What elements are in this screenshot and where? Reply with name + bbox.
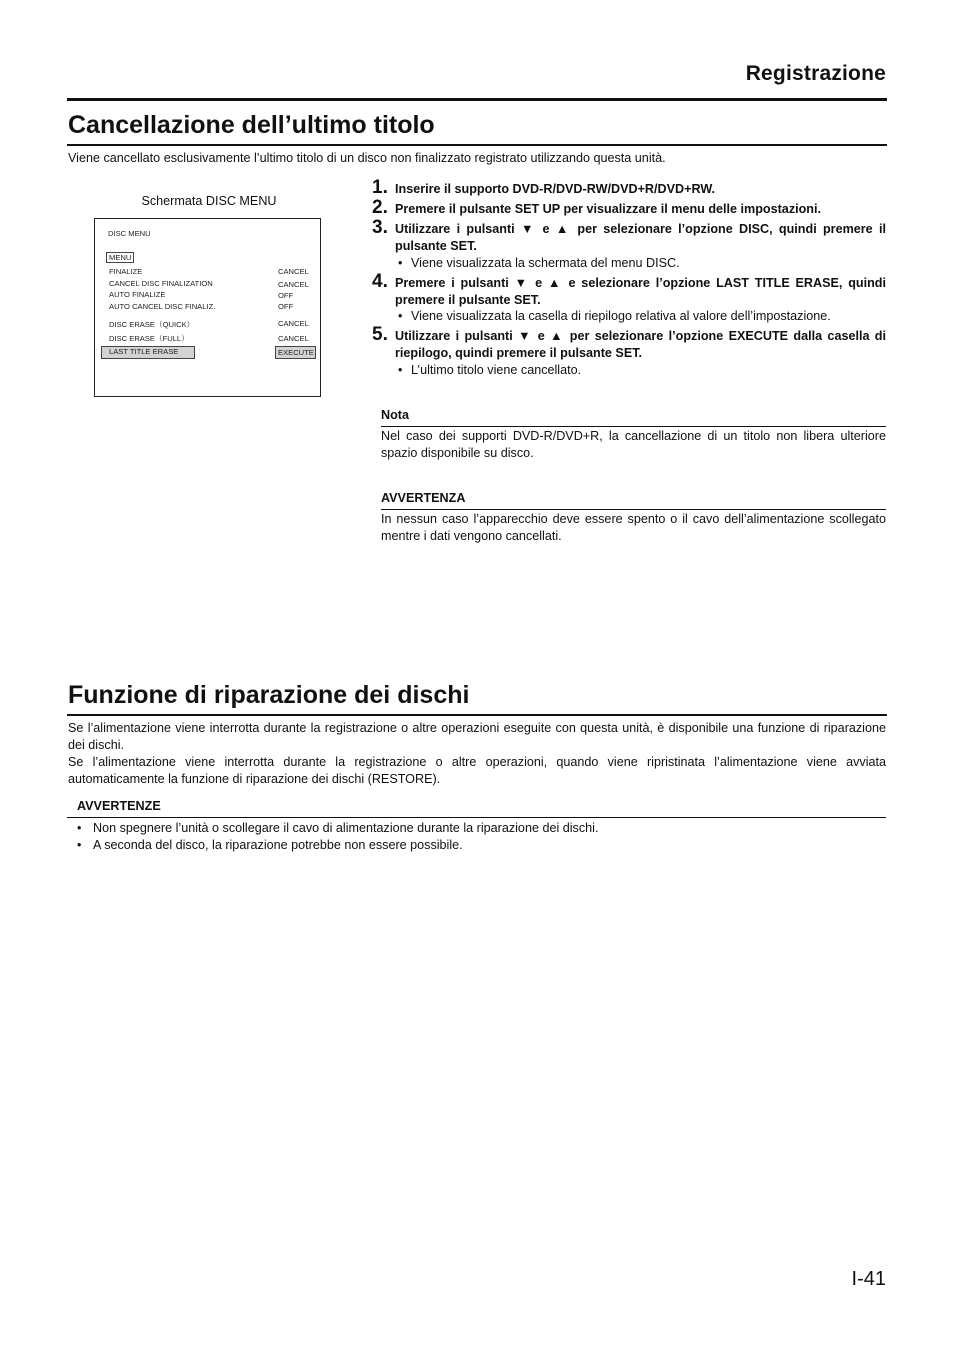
warning-item: • A seconda del disco, la riparazione potrebbe non essere possibile.: [77, 838, 463, 852]
screen-row-value-selected: EXECUTE: [278, 348, 314, 357]
screen-row-value: OFF: [278, 302, 294, 311]
step-bullet: • Viene visualizzata la schermata del menu DISC.: [398, 256, 680, 270]
step-number: 1.: [372, 177, 388, 198]
warnings-title: AVVERTENZE: [77, 799, 161, 813]
screen-row-label: DISC ERASE（FULL）: [109, 334, 189, 343]
screen-row-value: CANCEL: [278, 319, 309, 328]
page-number: I-41: [851, 1268, 886, 1290]
screen-row-label: CANCEL DISC FINALIZATION: [109, 279, 213, 288]
section-divider: [67, 144, 887, 146]
section-title-last-title-erase: Cancellazione dell’ultimo titolo: [68, 111, 435, 139]
warning-title: AVVERTENZA: [381, 491, 466, 505]
step-text: Utilizzare i pulsanti ▼ e ▲ per selezionare l’opzione DISC, quindi premere il pulsante SET.: [395, 222, 886, 253]
step-number: 4.: [372, 271, 388, 292]
warning-text: In nessun caso l’apparecchio deve essere spento o il cavo dell’alimentazione scollegato mentre i dati vengono cancellati.: [381, 512, 886, 543]
section-paragraph: Se l’alimentazione viene interrotta durante la registrazione o altre operazioni, quando viene ripristinata l’alimentazione viene avviata automaticamente la funzione di riparazione dei dischi (RESTORE).: [68, 755, 886, 786]
step-text: Inserire il supporto DVD-R/DVD-RW/DVD+R/DVD+RW.: [395, 182, 716, 196]
section-title-disc-repair: Funzione di riparazione dei dischi: [68, 681, 470, 709]
note-divider: [381, 426, 886, 427]
screen-row-label: DISC ERASE（QUICK）: [109, 320, 195, 329]
screen-row-label: FINALIZE: [109, 267, 143, 276]
screen-row-label-selected: LAST TITLE ERASE: [109, 347, 179, 356]
warnings-divider: [67, 817, 886, 818]
screen-row-value: CANCEL: [278, 267, 309, 276]
note-text: Nel caso dei supporti DVD-R/DVD+R, la cancellazione di un titolo non libera ulteriore spazio disponibile su disco.: [381, 429, 886, 460]
step-text: Premere il pulsante SET UP per visualizzare il menu delle impostazioni.: [395, 202, 821, 216]
warning-divider: [381, 509, 886, 510]
note-title: Nota: [381, 408, 409, 422]
header-divider: [67, 98, 887, 101]
step-text: Utilizzare i pulsanti ▼ e ▲ per selezionare l’opzione EXECUTE dalla casella di riepilogo, quindi premere il pulsante SET.: [395, 329, 886, 360]
step-bullet: • Viene visualizzata la casella di riepilogo relativa al valore dell’impostazione.: [398, 309, 831, 323]
step-number: 5.: [372, 324, 388, 345]
screen-row-value: CANCEL: [278, 280, 309, 289]
screen-row-label: AUTO CANCEL DISC FINALIZ.: [109, 302, 216, 311]
screen-caption: Schermata DISC MENU: [141, 194, 277, 208]
screen-row-value: CANCEL: [278, 334, 309, 343]
step-number: 3.: [372, 217, 388, 238]
screen-menu-label: MENU: [106, 252, 134, 263]
section-divider: [67, 714, 887, 716]
page-header-title: Registrazione: [745, 62, 886, 85]
screen-title: DISC MENU: [108, 229, 151, 238]
section-paragraph: Se l’alimentazione viene interrotta durante la registrazione o altre operazioni eseguite con questa unità, è disponibile una funzione di riparazione dei dischi.: [68, 721, 886, 752]
step-text: Premere i pulsanti ▼ e ▲ e selezionare l’opzione LAST TITLE ERASE, quindi premere il pulsante SET.: [395, 276, 886, 307]
step-bullet: • L’ultimo titolo viene cancellato.: [398, 363, 582, 377]
screen-row-value: OFF: [278, 291, 294, 300]
step-number: 2.: [372, 197, 388, 218]
warning-item: • Non spegnere l’unità o scollegare il cavo di alimentazione durante la riparazione dei dischi.: [77, 821, 599, 835]
screen-row-label: AUTO FINALIZE: [109, 290, 166, 299]
section-intro: Viene cancellato esclusivamente l’ultimo titolo di un disco non finalizzato registrato utilizzando questa unità.: [68, 151, 666, 165]
